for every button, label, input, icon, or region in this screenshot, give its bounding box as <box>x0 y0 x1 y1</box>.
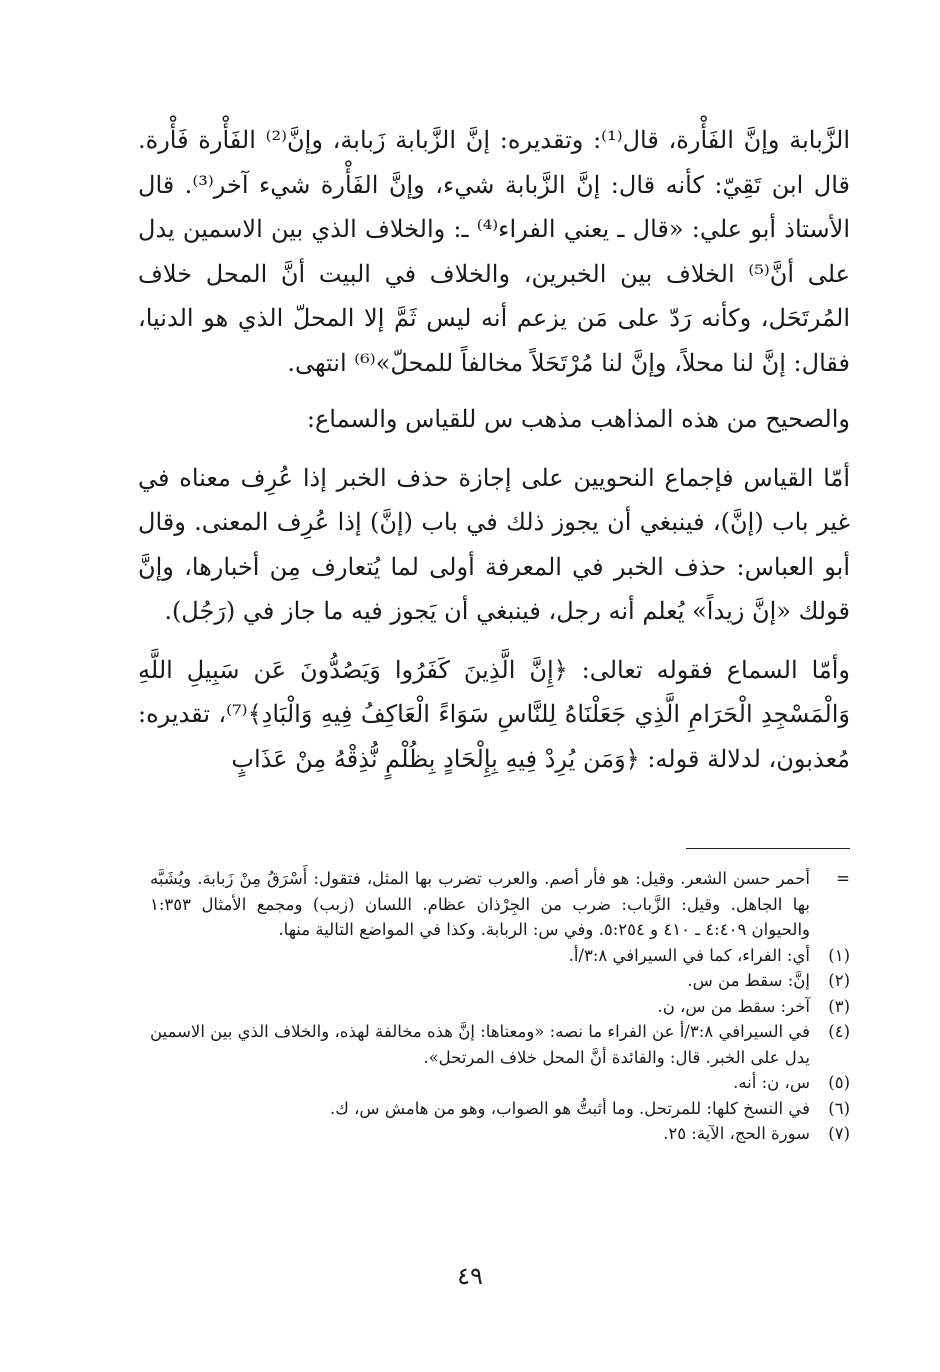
footnote-text: سورة الحج، الآية: ٢٥. <box>663 1124 810 1143</box>
footnote-3 <box>150 994 850 1020</box>
footnote-mark: (٧) <box>828 1124 850 1143</box>
footnote-text: في النسخ كلها: للمرتحل. وما أثبتُّ هو الصواب، وهو من هامش س، ك. <box>330 1098 810 1118</box>
footnote-2 <box>150 968 850 994</box>
footnote-text: أحمر حسن الشعر. وقيل: هو فأر أصم. والعرب تضرب بها المثل، فتقول: أَسْرَقُ مِنْ زَبابة. ويُشَبَّه بها الجاهل. وقيل: الزَّباب: ضرب من الجِرْذان عظام. اللسان (زبب) ومجمع الأمثال ١:٣٥٣ والحيوان ٤:٤٠٩ ـ ٤١٠ و ٥:٢٥٤. وفي س: الربابة. وكذا في المواضع التالية منها. <box>150 869 810 939</box>
footnote-4 <box>150 1019 850 1070</box>
page-number: ٤٩ <box>457 1262 483 1290</box>
footnote-text: أي: الفراء، كما في السيرافي ٣:٨/أ. <box>568 945 810 965</box>
footnote-text: في السيرافي ٣:٨/أ عن الفراء ما نصه: «ومعناها: إنَّ هذه مخالفة لهذه، والخلاف الذي بين الاسمين يدل على الخبر. قال: والفائدة أنَّ المحل خلاف المرتحل». <box>150 1022 810 1067</box>
footnote-mark: (٢) <box>828 971 850 990</box>
footnote-mark: (٥) <box>828 1073 850 1092</box>
footnote-5 <box>150 1070 850 1096</box>
footnote-continued <box>150 866 850 943</box>
footnote-mark: (١) <box>828 945 850 965</box>
footnotes <box>150 866 850 1147</box>
footnote-text: آخر: سقط من س، ن. <box>657 996 810 1016</box>
footnote-mark: (٦) <box>828 1098 850 1118</box>
footnote-6 <box>150 1096 850 1122</box>
main-text <box>138 118 850 781</box>
paragraph-al-zabbaba: الزَّبابة وإنَّ الفَأْرة، قال⁽¹⁾: وتقديره: إنَّ الزَّبابة زَبابة، وإنَّ⁽²⁾ الفَأْرة فَأْرة. قال ابن تَقِيّ: كأنه قال: إنَّ الزَّبابة شيء، وإنَّ الفَأْرة شيء آخر⁽³⁾. قال الأستاذ أبو علي: «قال ـ يعني الفراء⁽⁴⁾ ـ: والخلاف الذي بين الاسمين يدل على أنَّ⁽⁵⁾ الخلاف بين الخبرين، والخلاف في البيت أنَّ المحل خلاف المُرتَحَل، وكأنه رَدّ على مَن يزعم أنه ليس ثَمَّ إلا المحلّ الذي هو الدنيا، فقال: إنَّ لنا محلاً، وإنَّ لنا مُرْتَحَلاً مخالفاً للمحلّ»⁽⁶⁾ انتهى. <box>138 126 851 377</box>
footnote-1 <box>150 943 850 969</box>
footnote-mark: (٤) <box>828 1022 850 1041</box>
footnote-divider <box>686 848 850 849</box>
paragraph-sahih: والصحيح من هذه المذاهب مذهب س للقياس والسماع: <box>306 405 850 433</box>
footnote-mark: = <box>836 869 850 888</box>
footnote-text: س، ن: أنه. <box>733 1073 810 1092</box>
paragraph-qiyas: أمّا القياس فإجماع النحويين على إجازة حذف الخبر إذا عُرِف معناه في غير باب (إنَّ)، فينبغي أن يجوز ذلك في باب (إنَّ) إذا عُرِف المعنى. وقال أبو العباس: حذف الخبر في المعرفة أولى لما يُتعارف مِن أخبارها، وإنَّ قولك «إنَّ زيداً» يُعلم أنه رجل، فينبغي أن يَجوز فيه ما جاز في (رَجُل). <box>138 463 850 625</box>
paragraph-samaa: وأمّا السماع فقوله تعالى: ﴿إِنَّ الَّذِينَ كَفَرُوا وَيَصُدُّونَ عَن سَبِيلِ اللَّهِ وَالْمَسْجِدِ الْحَرَامِ الَّذِي جَعَلْنَاهُ لِلنَّاسِ سَوَاءً الْعَاكِفُ فِيهِ وَالْبَادِ﴾⁽⁷⁾، تقديره: مُعذبون، لدلالة قوله: ﴿وَمَن يُرِدْ فِيهِ بِإِلْحَادٍ بِظُلْمٍ نُّذِقْهُ مِنْ عَذَابٍ <box>138 655 850 773</box>
footnote-7 <box>150 1121 850 1147</box>
footnote-text: إنَّ: سقط من س. <box>687 971 810 990</box>
footnote-mark: (٣) <box>828 996 850 1016</box>
